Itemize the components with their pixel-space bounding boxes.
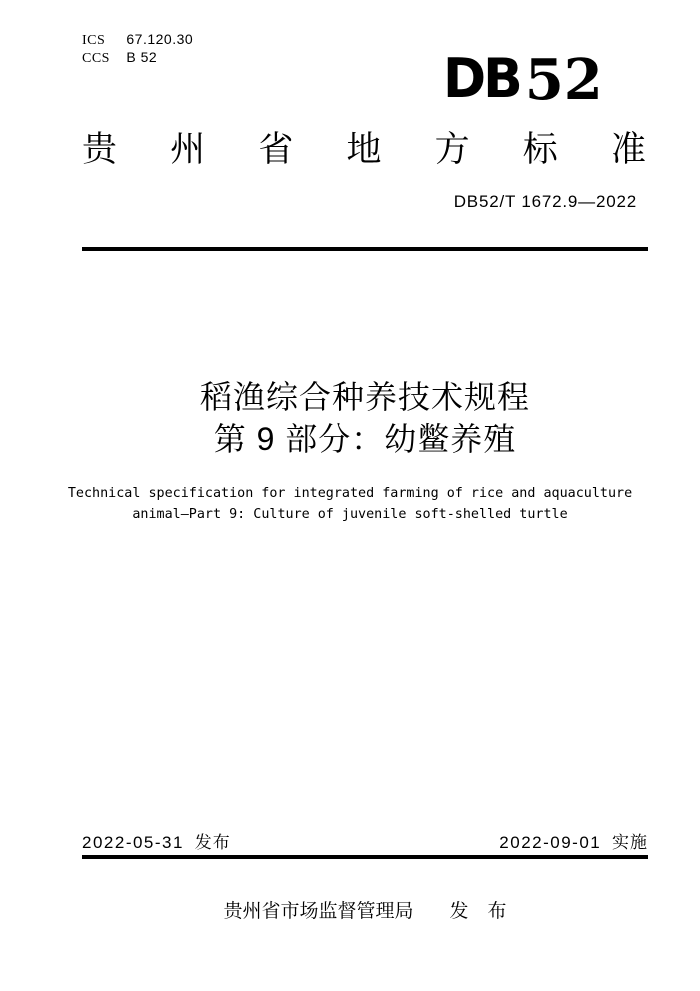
publisher-row — [82, 901, 648, 924]
dates-row — [82, 833, 648, 853]
standard-name-char: 地 — [346, 130, 382, 169]
issue-date-group — [82, 833, 231, 853]
classification-codes — [82, 31, 193, 67]
bottom-rule — [82, 855, 648, 859]
implement-date-group — [499, 833, 648, 853]
standard-name-char: 标 — [522, 130, 558, 169]
document-title-line1: 稻渔综合种养技术规程 — [199, 379, 530, 415]
ccs-code-row — [82, 49, 193, 67]
document-title-english-line2: animal—Part 9: Culture of juvenile soft-shelled turtle — [132, 507, 568, 522]
publish-action-label: 发 布 — [449, 901, 507, 922]
ics-code-row — [82, 31, 193, 49]
ics-value: 67.120.30 — [126, 31, 194, 47]
ccs-label: CCS — [82, 51, 110, 66]
standard-name-char: 准 — [610, 130, 646, 169]
standard-name-char: 州 — [170, 130, 206, 169]
standard-name-char: 省 — [258, 130, 294, 169]
document-title-line2: 第 9 部分：幼鳖养殖 — [213, 421, 517, 457]
document-title-english-line1: Technical specification for integrated farming of rice and aquaculture — [67, 486, 633, 501]
publisher-name: 贵州省市场监督管理局 — [223, 901, 414, 922]
ccs-value: B 52 — [126, 49, 158, 65]
ics-label: ICS — [82, 33, 106, 48]
issue-date-label: 发布 — [194, 833, 231, 852]
issue-date: 2022-05-31 — [82, 833, 184, 852]
db52-logo-region-code: 52 — [524, 47, 603, 114]
document-title-english — [60, 483, 640, 525]
implement-date: 2022-09-01 — [499, 833, 602, 852]
db52-logo-prefix: DB — [443, 47, 520, 111]
standard-name-char: 贵 — [82, 130, 118, 169]
implement-date-label: 实施 — [612, 833, 648, 852]
document-title — [82, 376, 648, 460]
standard-number: DB52/T 1672.9—2022 — [453, 192, 637, 211]
standard-name — [82, 131, 646, 170]
standard-name-char: 方 — [434, 130, 470, 169]
db52-logo — [443, 47, 603, 114]
top-rule — [82, 247, 648, 251]
